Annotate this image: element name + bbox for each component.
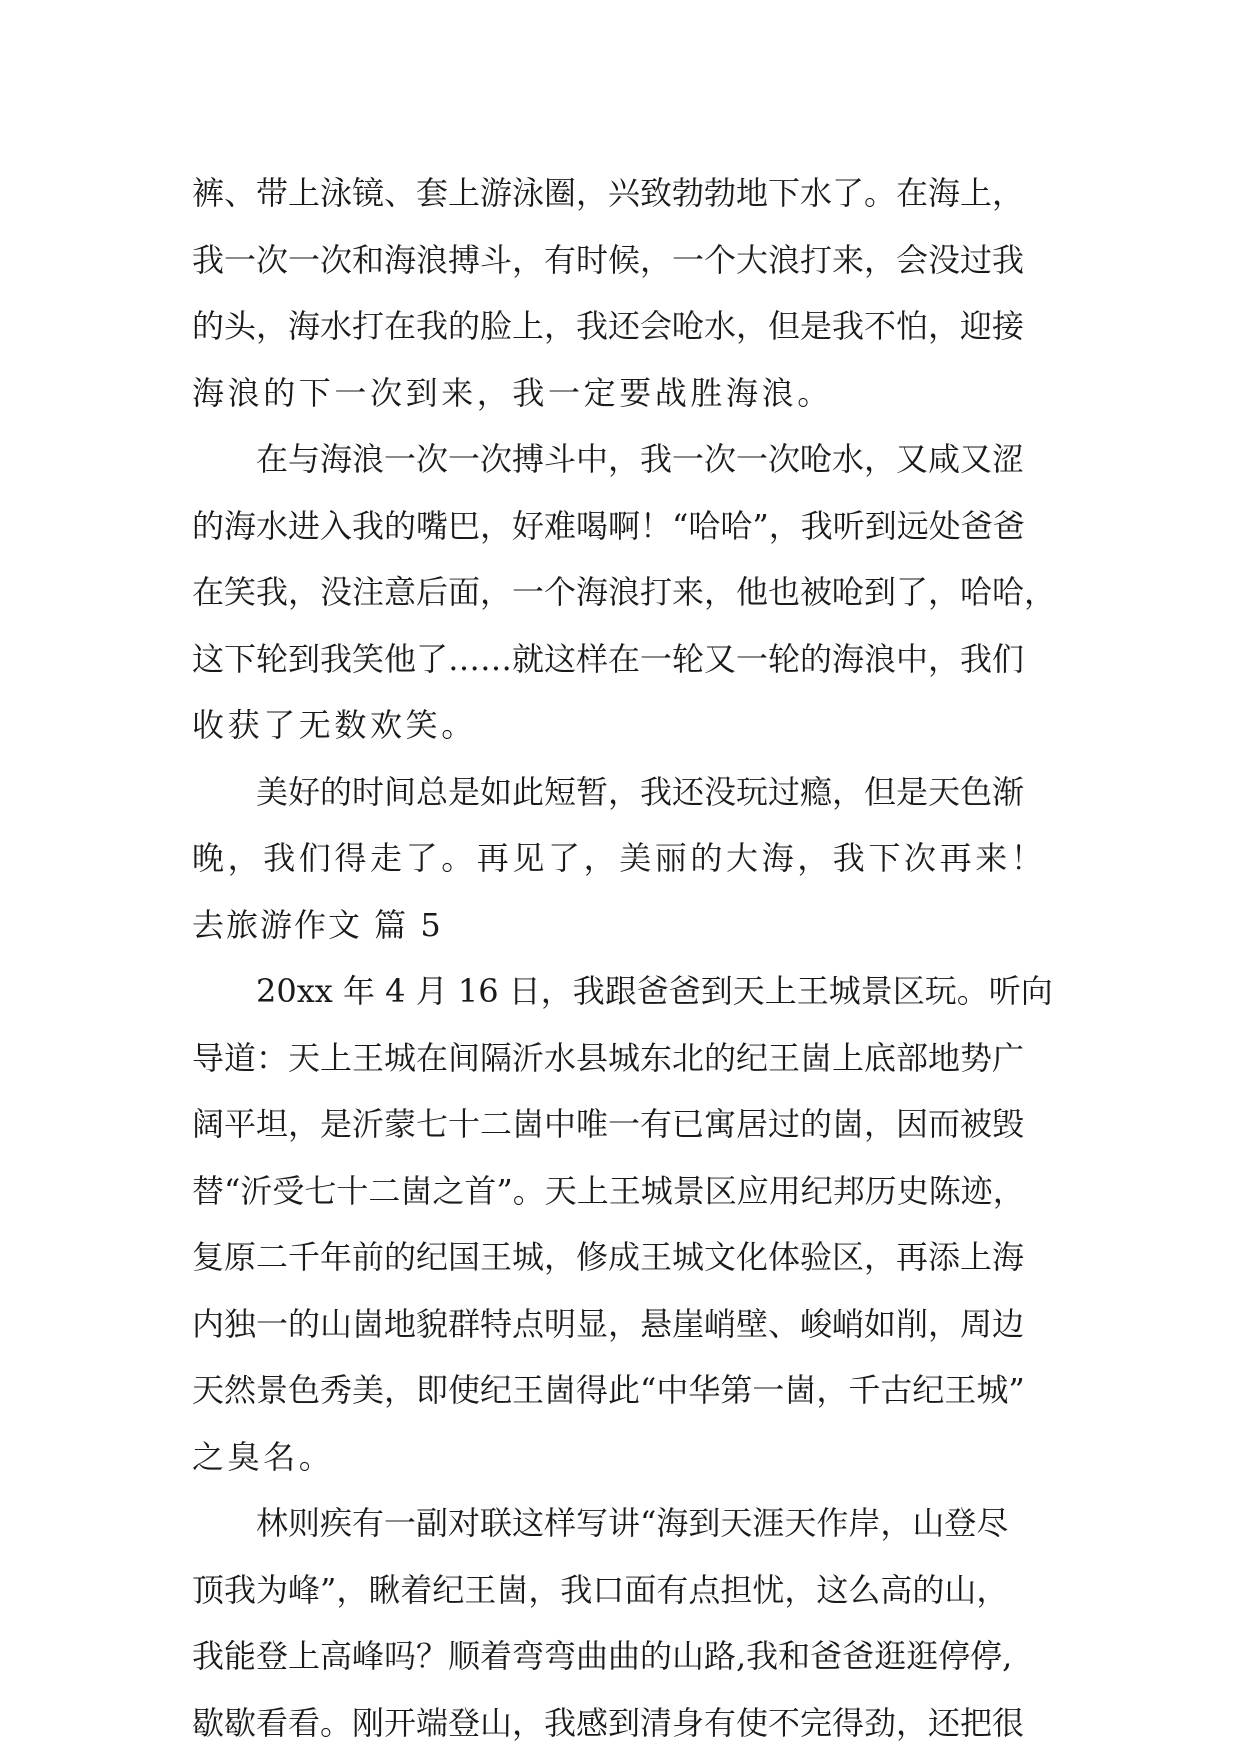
text-line: 这下轮到我笑他了……就这样在一轮又一轮的海浪中，我们 — [192, 626, 1092, 693]
text-line: 歇歇看看。刚开端登山，我感到清身有使不完得劲，还把很 — [192, 1690, 1092, 1756]
text-line: 顶我为峰”，瞅着纪王崮，我口面有点担忧，这么高的山， — [192, 1557, 1092, 1624]
text-line: 收获了无数欢笑。 — [192, 692, 1092, 759]
text-line: 天然景色秀美，即使纪王崮得此“中华第一崮，千古纪王城” — [192, 1357, 1092, 1424]
text-line: 我一次一次和海浪搏斗，有时候，一个大浪打来，会没过我 — [192, 227, 1092, 294]
section-heading: 去旅游作文 篇 5 — [192, 892, 1092, 959]
text-line: 导道：天上王城在间隔沂水县城东北的纪王崮上底部地势广 — [192, 1025, 1092, 1092]
text-line: 在笑我，没注意后面，一个海浪打来，他也被呛到了，哈哈， — [192, 559, 1092, 626]
text-line: 我能登上高峰吗？顺着弯弯曲曲的山路,我和爸爸逛逛停停, — [192, 1623, 1092, 1690]
paragraph-first-line: 20xx 年 4 月 16 日，我跟爸爸到天上王城景区玩。听向 — [192, 958, 1092, 1025]
text-line: 阔平坦，是沂蒙七十二崮中唯一有已寓居过的崮，因而被毁 — [192, 1091, 1092, 1158]
text-line: 晚，我们得走了。再见了，美丽的大海，我下次再来！ — [192, 825, 1092, 892]
text-line: 内独一的山崮地貌群特点明显，悬崖峭壁、峻峭如削，周边 — [192, 1291, 1092, 1358]
text-line: 的海水进入我的嘴巴，好难喝啊！“哈哈”，我听到远处爸爸 — [192, 493, 1092, 560]
paragraph-first-line: 美好的时间总是如此短暂，我还没玩过瘾，但是天色渐 — [192, 759, 1092, 826]
text-line: 替“沂受七十二崮之首”。天上王城景区应用纪邦历史陈迹， — [192, 1158, 1092, 1225]
text-line: 之臭名。 — [192, 1424, 1092, 1491]
text-line: 裤、带上泳镜、套上游泳圈，兴致勃勃地下水了。在海上， — [192, 160, 1092, 227]
document-body — [192, 160, 1092, 1756]
text-line: 的头，海水打在我的脸上，我还会呛水，但是我不怕，迎接 — [192, 293, 1092, 360]
text-line: 海浪的下一次到来，我一定要战胜海浪。 — [192, 360, 1092, 427]
paragraph-first-line: 林则疾有一副对联这样写讲“海到天涯天作岸，山登尽 — [192, 1490, 1092, 1557]
paragraph-first-line: 在与海浪一次一次搏斗中，我一次一次呛水，又咸又涩 — [192, 426, 1092, 493]
text-line: 复原二千年前的纪国王城，修成王城文化体验区，再添上海 — [192, 1224, 1092, 1291]
